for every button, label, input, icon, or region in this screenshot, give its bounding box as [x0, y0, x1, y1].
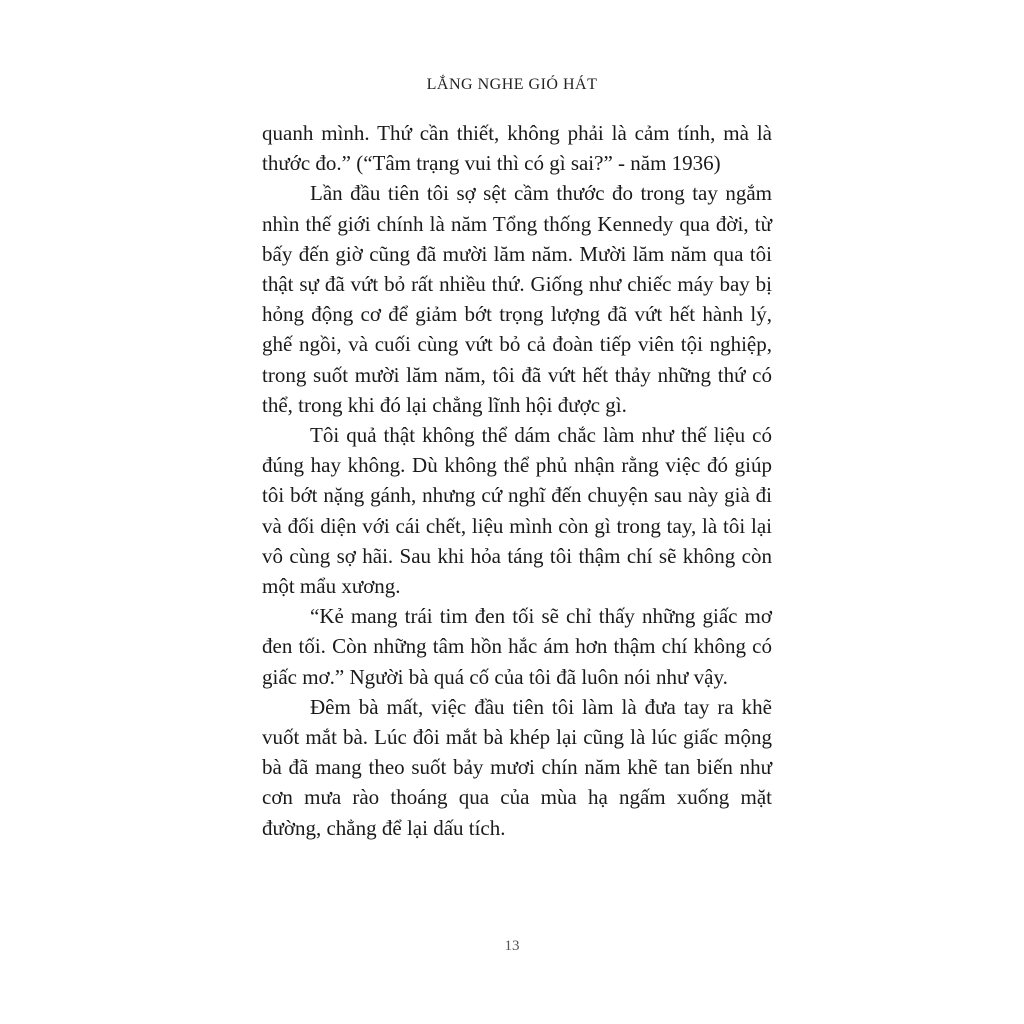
paragraph: Đêm bà mất, việc đầu tiên tôi làm là đưa tay ra khẽ vuốt mắt bà. Lúc đôi mắt bà khép lại cũng là lúc giấc mộng bà đã mang theo suốt bảy mươi chín năm khẽ tan biến như cơn mưa rào thoáng qua của mùa hạ ngấm xuống mặt đường, chẳng để lại dấu tích. [262, 694, 772, 840]
paragraph: Tôi quả thật không thể dám chắc làm như thế liệu có đúng hay không. Dù không thể phủ nhận rằng việc đó giúp tôi bớt nặng gánh, nhưng cứ nghĩ đến chuyện sau này già đi và đối diện với cái chết, liệu mình còn gì trong tay, là tôi lại vô cùng sợ hãi. Sau khi hỏa táng tôi thậm chí sẽ không còn một mẩu xương. [262, 423, 772, 599]
running-head-title: LẮNG NGHE GIÓ HÁT [426, 76, 598, 93]
paragraph-continuation: quanh mình. Thứ cần thiết, không phải là cảm tính, mà là thước đo.” (“Tâm trạng vui thì có gì sai?” - năm 1936) [262, 121, 772, 176]
paragraph-quote: “Kẻ mang trái tim đen tối sẽ chỉ thấy những giấc mơ đen tối. Còn những tâm hồn hắc ám hơn thậm chí không có giấc mơ.” Người bà quá cố của tôi đã luôn nói như vậy. [262, 604, 772, 689]
paragraph: Lần đầu tiên tôi sợ sệt cầm thước đo trong tay ngắm nhìn thế giới chính là năm Tổng thống Kennedy qua đời, từ bấy đến giờ cũng đã mười lăm năm. Mười lăm năm qua tôi thật sự đã vứt bỏ rất nhiều thứ. Giống như chiếc máy bay bị hỏng động cơ để giảm bớt trọng lượng đã vứt hết hành lý, ghế ngồi, và cuối cùng vứt bỏ cả đoàn tiếp viên tội nghiệp, trong suốt mười lăm năm, tôi đã vứt hết thảy những thứ có thể, trong khi đó lại chẳng lĩnh hội được gì. [262, 181, 772, 417]
page-number: 13 [504, 938, 520, 954]
body-text [262, 118, 772, 843]
